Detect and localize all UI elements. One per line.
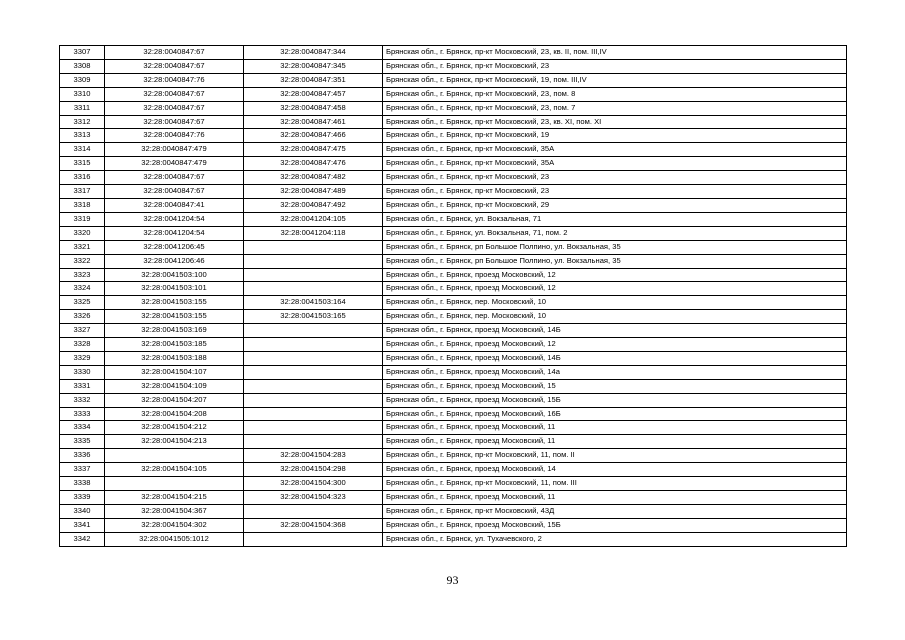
- parent-cadastral-number-cell: 32:28:0041204:54: [105, 212, 244, 226]
- cadastral-number-cell: [244, 282, 383, 296]
- parent-cadastral-number-cell: 32:28:0041206:46: [105, 254, 244, 268]
- row-number-cell: 3313: [60, 129, 105, 143]
- row-number-cell: 3320: [60, 226, 105, 240]
- cadastral-number-cell: 32:28:0041504:323: [244, 491, 383, 505]
- cadastral-number-cell: 32:28:0040847:345: [244, 59, 383, 73]
- cadastral-number-cell: 32:28:0041504:298: [244, 463, 383, 477]
- address-cell: Брянская обл., г. Брянск, пр-кт Московский, 23, пом. 7: [383, 101, 847, 115]
- address-cell: Брянская обл., г. Брянск, пр-кт Московский, 35А: [383, 143, 847, 157]
- cadastral-number-cell: [244, 504, 383, 518]
- table-row: [60, 212, 847, 226]
- address-cell: Брянская обл., г. Брянск, проезд Московский, 11: [383, 421, 847, 435]
- cadastral-number-cell: [244, 240, 383, 254]
- address-cell: Брянская обл., г. Брянск, проезд Московский, 14а: [383, 365, 847, 379]
- cadastral-number-cell: 32:28:0041503:164: [244, 296, 383, 310]
- address-cell: Брянская обл., г. Брянск, рп Большое Полпино, ул. Вокзальная, 35: [383, 240, 847, 254]
- parent-cadastral-number-cell: 32:28:0041503:155: [105, 296, 244, 310]
- address-cell: Брянская обл., г. Брянск, пер. Московский, 10: [383, 296, 847, 310]
- address-cell: Брянская обл., г. Брянск, пр-кт Московский, 11, пом. III: [383, 477, 847, 491]
- cadastral-number-cell: 32:28:0040847:457: [244, 87, 383, 101]
- row-number-cell: 3319: [60, 212, 105, 226]
- parent-cadastral-number-cell: 32:28:0040847:479: [105, 157, 244, 171]
- address-cell: Брянская обл., г. Брянск, пр-кт Московский, 19: [383, 129, 847, 143]
- parent-cadastral-number-cell: 32:28:0040847:41: [105, 198, 244, 212]
- row-number-cell: 3307: [60, 46, 105, 60]
- cadastral-number-cell: 32:28:0040847:482: [244, 171, 383, 185]
- cadastral-number-cell: [244, 407, 383, 421]
- cadastral-number-cell: 32:28:0040847:476: [244, 157, 383, 171]
- address-cell: Брянская обл., г. Брянск, ул. Вокзальная, 71, пом. 2: [383, 226, 847, 240]
- table-row: [60, 46, 847, 60]
- address-cell: Брянская обл., г. Брянск, пр-кт Московский, 19, пом. III,IV: [383, 73, 847, 87]
- table-row: [60, 518, 847, 532]
- row-number-cell: 3308: [60, 59, 105, 73]
- table-row: [60, 310, 847, 324]
- address-cell: Брянская обл., г. Брянск, пр-кт Московский, 23, кв. II, пом. III,IV: [383, 46, 847, 60]
- parent-cadastral-number-cell: 32:28:0041503:100: [105, 268, 244, 282]
- table-row: [60, 296, 847, 310]
- parent-cadastral-number-cell: 32:28:0041504:302: [105, 518, 244, 532]
- table-row: [60, 240, 847, 254]
- cadastral-number-cell: [244, 421, 383, 435]
- address-cell: Брянская обл., г. Брянск, пр-кт Московский, 35А: [383, 157, 847, 171]
- row-number-cell: 3317: [60, 185, 105, 199]
- row-number-cell: 3309: [60, 73, 105, 87]
- address-cell: Брянская обл., г. Брянск, ул. Вокзальная, 71: [383, 212, 847, 226]
- table-row: [60, 268, 847, 282]
- table-row: [60, 491, 847, 505]
- row-number-cell: 3311: [60, 101, 105, 115]
- table-row: [60, 171, 847, 185]
- table-row: [60, 435, 847, 449]
- cadastral-number-cell: 32:28:0041504:300: [244, 477, 383, 491]
- parent-cadastral-number-cell: 32:28:0041504:208: [105, 407, 244, 421]
- cadastral-number-cell: [244, 324, 383, 338]
- address-cell: Брянская обл., г. Брянск, проезд Московский, 11: [383, 491, 847, 505]
- row-number-cell: 3310: [60, 87, 105, 101]
- table-row: [60, 101, 847, 115]
- address-cell: Брянская обл., г. Брянск, проезд Московский, 14Б: [383, 351, 847, 365]
- table-row: [60, 463, 847, 477]
- cadastral-number-cell: 32:28:0041503:165: [244, 310, 383, 324]
- address-cell: Брянская обл., г. Брянск, проезд Московский, 15: [383, 379, 847, 393]
- table-row: [60, 338, 847, 352]
- row-number-cell: 3314: [60, 143, 105, 157]
- parent-cadastral-number-cell: 32:28:0040847:67: [105, 101, 244, 115]
- address-cell: Брянская обл., г. Брянск, проезд Московский, 15Б: [383, 393, 847, 407]
- address-cell: Брянская обл., г. Брянск, пр-кт Московский, 11, пом. II: [383, 449, 847, 463]
- address-cell: Брянская обл., г. Брянск, пр-кт Московский, 23, кв. XI, пом. XI: [383, 115, 847, 129]
- row-number-cell: 3331: [60, 379, 105, 393]
- cadastral-number-cell: [244, 268, 383, 282]
- row-number-cell: 3329: [60, 351, 105, 365]
- row-number-cell: 3322: [60, 254, 105, 268]
- table-row: [60, 185, 847, 199]
- cadastral-number-cell: [244, 532, 383, 546]
- row-number-cell: 3339: [60, 491, 105, 505]
- cadastral-number-cell: [244, 338, 383, 352]
- parent-cadastral-number-cell: 32:28:0040847:67: [105, 87, 244, 101]
- parent-cadastral-number-cell: 32:28:0040847:67: [105, 171, 244, 185]
- table-row: [60, 365, 847, 379]
- row-number-cell: 3334: [60, 421, 105, 435]
- table-row: [60, 226, 847, 240]
- row-number-cell: 3333: [60, 407, 105, 421]
- address-cell: Брянская обл., г. Брянск, пр-кт Московский, 23: [383, 171, 847, 185]
- page-number: 93: [446, 573, 459, 587]
- registry-table-body: [60, 46, 847, 547]
- cadastral-number-cell: [244, 254, 383, 268]
- parent-cadastral-number-cell: 32:28:0041504:109: [105, 379, 244, 393]
- parent-cadastral-number-cell: 32:28:0041504:212: [105, 421, 244, 435]
- parent-cadastral-number-cell: 32:28:0041504:215: [105, 491, 244, 505]
- parent-cadastral-number-cell: 32:28:0040847:479: [105, 143, 244, 157]
- table-row: [60, 324, 847, 338]
- address-cell: Брянская обл., г. Брянск, проезд Московский, 14: [383, 463, 847, 477]
- parent-cadastral-number-cell: 32:28:0041505:1012: [105, 532, 244, 546]
- address-cell: Брянская обл., г. Брянск, проезд Московский, 12: [383, 282, 847, 296]
- address-cell: Брянская обл., г. Брянск, проезд Московский, 12: [383, 268, 847, 282]
- table-row: [60, 379, 847, 393]
- parent-cadastral-number-cell: 32:28:0041503:155: [105, 310, 244, 324]
- row-number-cell: 3328: [60, 338, 105, 352]
- row-number-cell: 3323: [60, 268, 105, 282]
- table-row: [60, 393, 847, 407]
- parent-cadastral-number-cell: 32:28:0041503:188: [105, 351, 244, 365]
- row-number-cell: 3342: [60, 532, 105, 546]
- parent-cadastral-number-cell: 32:28:0041504:105: [105, 463, 244, 477]
- parent-cadastral-number-cell: 32:28:0040847:76: [105, 73, 244, 87]
- address-cell: Брянская обл., г. Брянск, пр-кт Московский, 23, пом. 8: [383, 87, 847, 101]
- table-row: [60, 143, 847, 157]
- parent-cadastral-number-cell: [105, 449, 244, 463]
- table-row: [60, 157, 847, 171]
- row-number-cell: 3340: [60, 504, 105, 518]
- row-number-cell: 3318: [60, 198, 105, 212]
- cadastral-number-cell: 32:28:0040847:489: [244, 185, 383, 199]
- address-cell: Брянская обл., г. Брянск, рп Большое Полпино, ул. Вокзальная, 35: [383, 254, 847, 268]
- address-cell: Брянская обл., г. Брянск, пер. Московский, 10: [383, 310, 847, 324]
- cadastral-number-cell: 32:28:0041504:368: [244, 518, 383, 532]
- parent-cadastral-number-cell: 32:28:0041503:185: [105, 338, 244, 352]
- table-row: [60, 198, 847, 212]
- table-row: [60, 115, 847, 129]
- table-row: [60, 73, 847, 87]
- row-number-cell: 3341: [60, 518, 105, 532]
- parent-cadastral-number-cell: 32:28:0040847:67: [105, 185, 244, 199]
- table-row: [60, 87, 847, 101]
- cadastral-number-cell: [244, 435, 383, 449]
- parent-cadastral-number-cell: [105, 477, 244, 491]
- row-number-cell: 3332: [60, 393, 105, 407]
- row-number-cell: 3337: [60, 463, 105, 477]
- row-number-cell: 3316: [60, 171, 105, 185]
- cadastral-number-cell: 32:28:0040847:466: [244, 129, 383, 143]
- table-row: [60, 282, 847, 296]
- row-number-cell: 3321: [60, 240, 105, 254]
- parent-cadastral-number-cell: 32:28:0040847:67: [105, 115, 244, 129]
- parent-cadastral-number-cell: 32:28:0041504:207: [105, 393, 244, 407]
- cadastral-number-cell: 32:28:0041204:118: [244, 226, 383, 240]
- cadastral-number-cell: 32:28:0040847:475: [244, 143, 383, 157]
- address-cell: Брянская обл., г. Брянск, пр-кт Московский, 23: [383, 59, 847, 73]
- parent-cadastral-number-cell: 32:28:0041503:101: [105, 282, 244, 296]
- cadastral-number-cell: [244, 365, 383, 379]
- address-cell: Брянская обл., г. Брянск, ул. Тухачевского, 2: [383, 532, 847, 546]
- parent-cadastral-number-cell: 32:28:0041504:213: [105, 435, 244, 449]
- row-number-cell: 3315: [60, 157, 105, 171]
- cadastral-number-cell: 32:28:0040847:458: [244, 101, 383, 115]
- table-row: [60, 129, 847, 143]
- address-cell: Брянская обл., г. Брянск, проезд Московский, 15Б: [383, 518, 847, 532]
- parent-cadastral-number-cell: 32:28:0041504:107: [105, 365, 244, 379]
- cadastral-number-cell: [244, 393, 383, 407]
- table-row: [60, 351, 847, 365]
- parent-cadastral-number-cell: 32:28:0041204:54: [105, 226, 244, 240]
- registry-table: [59, 45, 847, 547]
- table-row: [60, 477, 847, 491]
- row-number-cell: 3336: [60, 449, 105, 463]
- row-number-cell: 3338: [60, 477, 105, 491]
- cadastral-number-cell: 32:28:0040847:344: [244, 46, 383, 60]
- cadastral-number-cell: [244, 351, 383, 365]
- parent-cadastral-number-cell: 32:28:0040847:76: [105, 129, 244, 143]
- row-number-cell: 3325: [60, 296, 105, 310]
- cadastral-number-cell: [244, 379, 383, 393]
- row-number-cell: 3327: [60, 324, 105, 338]
- table-row: [60, 254, 847, 268]
- table-row: [60, 449, 847, 463]
- parent-cadastral-number-cell: 32:28:0041504:367: [105, 504, 244, 518]
- cadastral-number-cell: 32:28:0040847:351: [244, 73, 383, 87]
- table-row: [60, 532, 847, 546]
- cadastral-number-cell: 32:28:0040847:492: [244, 198, 383, 212]
- row-number-cell: 3330: [60, 365, 105, 379]
- cadastral-number-cell: 32:28:0041504:283: [244, 449, 383, 463]
- address-cell: Брянская обл., г. Брянск, проезд Московский, 14Б: [383, 324, 847, 338]
- address-cell: Брянская обл., г. Брянск, пр-кт Московский, 23: [383, 185, 847, 199]
- address-cell: Брянская обл., г. Брянск, проезд Московский, 16Б: [383, 407, 847, 421]
- table-row: [60, 421, 847, 435]
- parent-cadastral-number-cell: 32:28:0040847:67: [105, 46, 244, 60]
- address-cell: Брянская обл., г. Брянск, пр-кт Московский, 43Д: [383, 504, 847, 518]
- row-number-cell: 3324: [60, 282, 105, 296]
- table-row: [60, 504, 847, 518]
- table-row: [60, 407, 847, 421]
- parent-cadastral-number-cell: 32:28:0041206:45: [105, 240, 244, 254]
- address-cell: Брянская обл., г. Брянск, пр-кт Московский, 29: [383, 198, 847, 212]
- address-cell: Брянская обл., г. Брянск, проезд Московский, 11: [383, 435, 847, 449]
- cadastral-number-cell: 32:28:0040847:461: [244, 115, 383, 129]
- cadastral-number-cell: 32:28:0041204:105: [244, 212, 383, 226]
- parent-cadastral-number-cell: 32:28:0041503:169: [105, 324, 244, 338]
- table-row: [60, 59, 847, 73]
- address-cell: Брянская обл., г. Брянск, проезд Московский, 12: [383, 338, 847, 352]
- row-number-cell: 3312: [60, 115, 105, 129]
- parent-cadastral-number-cell: 32:28:0040847:67: [105, 59, 244, 73]
- row-number-cell: 3335: [60, 435, 105, 449]
- row-number-cell: 3326: [60, 310, 105, 324]
